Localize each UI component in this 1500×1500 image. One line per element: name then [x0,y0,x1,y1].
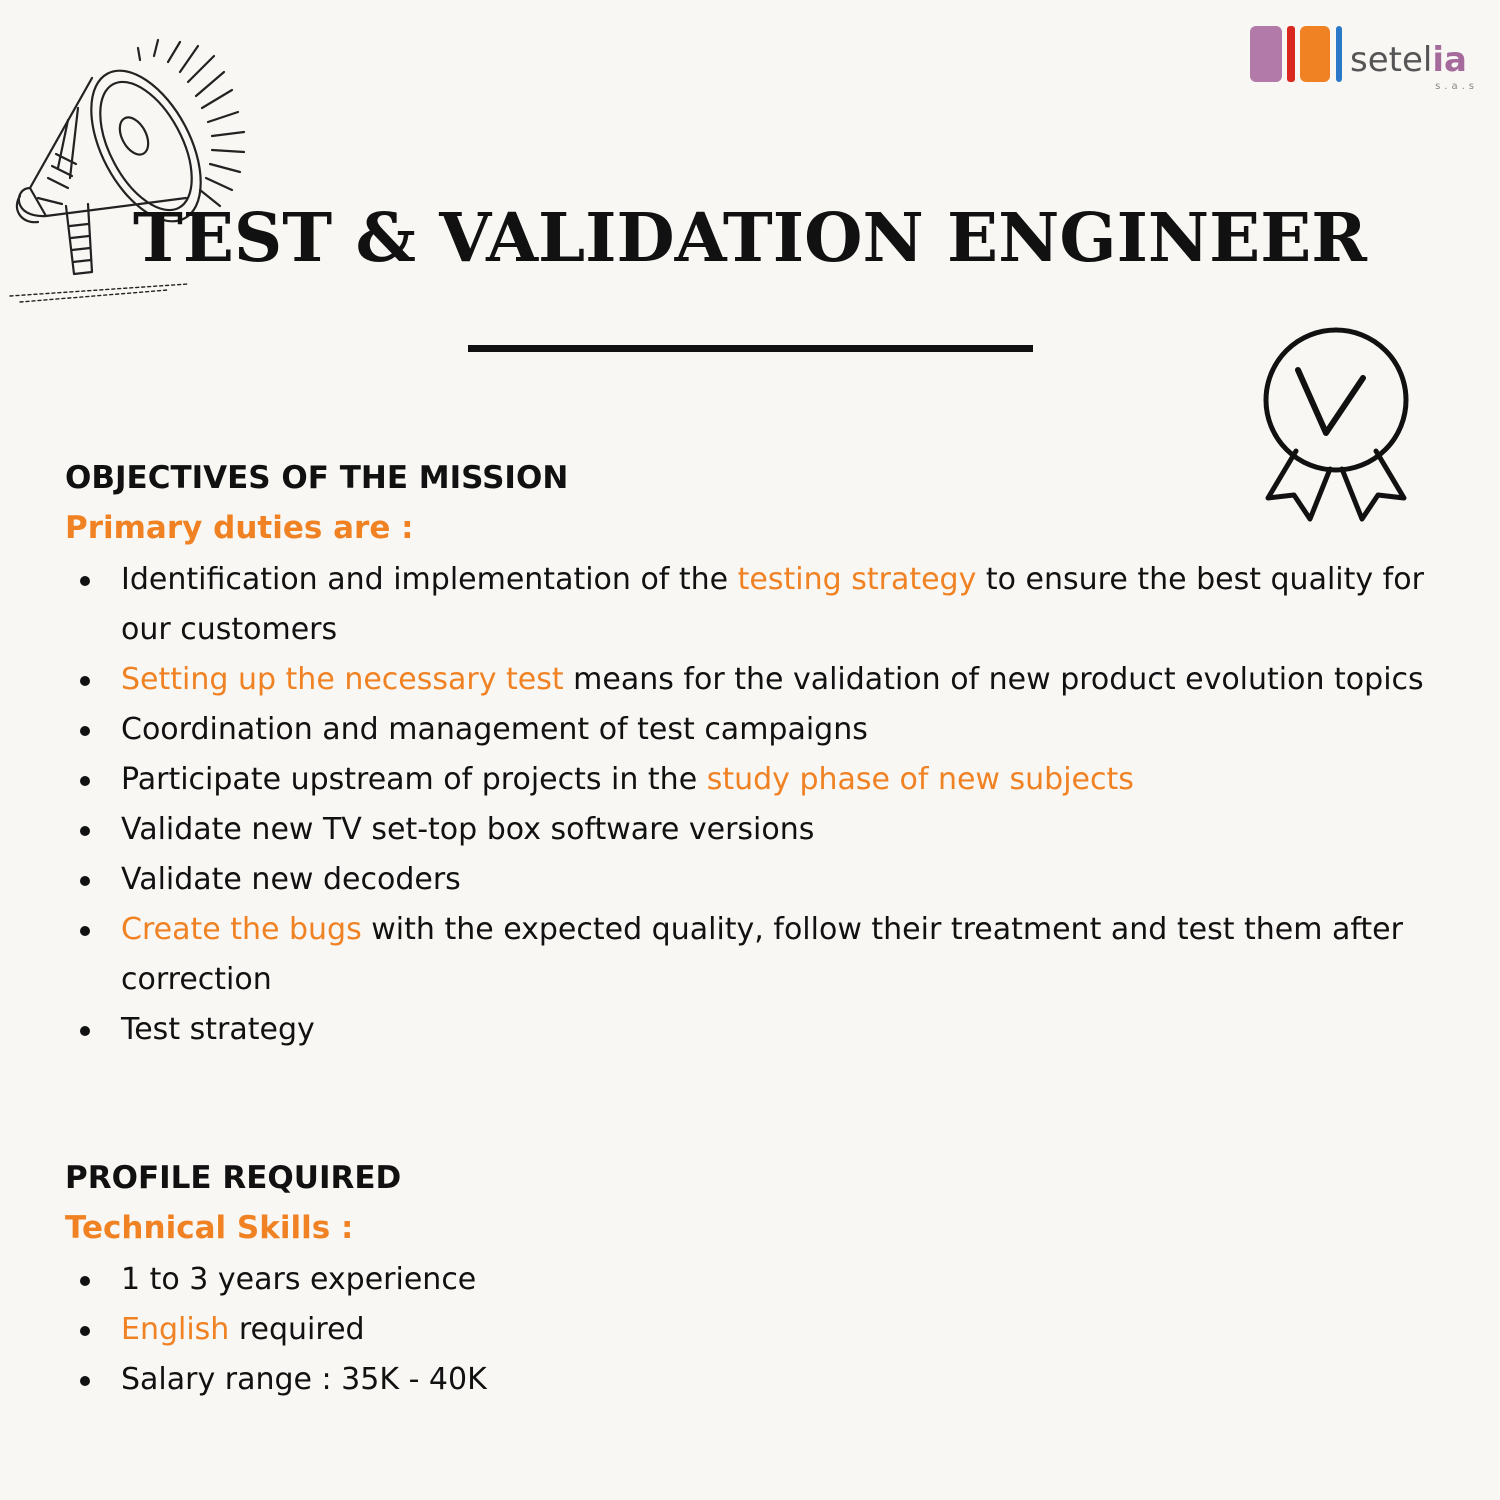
list-item: Test strategy [65,1005,1455,1055]
logo-wordmark: setelia [1350,40,1467,80]
list-item: Salary range : 35K - 40K [65,1355,1455,1405]
title-underline [468,345,1033,352]
list-item: Identification and implementation of the testing strategy to ensure the best quality for our customers [65,555,1455,655]
list-item: Participate upstream of projects in the study phase of new subjects [65,755,1455,805]
list-item: Coordination and management of test campaigns [65,705,1455,755]
award-badge-checkmark-icon [1258,323,1418,528]
objectives-subheading: Primary duties are : [65,510,414,546]
list-item: Setting up the necessary test means for the validation of new product evolution topics [65,655,1455,705]
logo-bar-purple [1250,26,1282,82]
profile-heading: PROFILE REQUIRED [65,1160,402,1196]
logo-bar-blue [1336,26,1342,82]
list-item: Validate new decoders [65,855,1455,905]
logo-subtitle: s.a.s [1435,81,1478,92]
list-item: Create the bugs with the expected quality, follow their treatment and test them after correction [65,905,1455,1005]
list-item: Validate new TV set-top box software versions [65,805,1455,855]
page-title: TEST & VALIDATION ENGINEER [132,198,1367,277]
list-item: English required [65,1305,1455,1355]
duties-list [65,555,1455,1055]
logo-bar-orange [1300,26,1330,82]
profile-subheading: Technical Skills : [65,1210,354,1246]
skills-list [65,1255,1455,1405]
logo-bar-red [1287,26,1295,82]
company-logo [1250,24,1482,94]
objectives-heading: OBJECTIVES OF THE MISSION [65,460,569,496]
list-item: 1 to 3 years experience [65,1255,1455,1305]
